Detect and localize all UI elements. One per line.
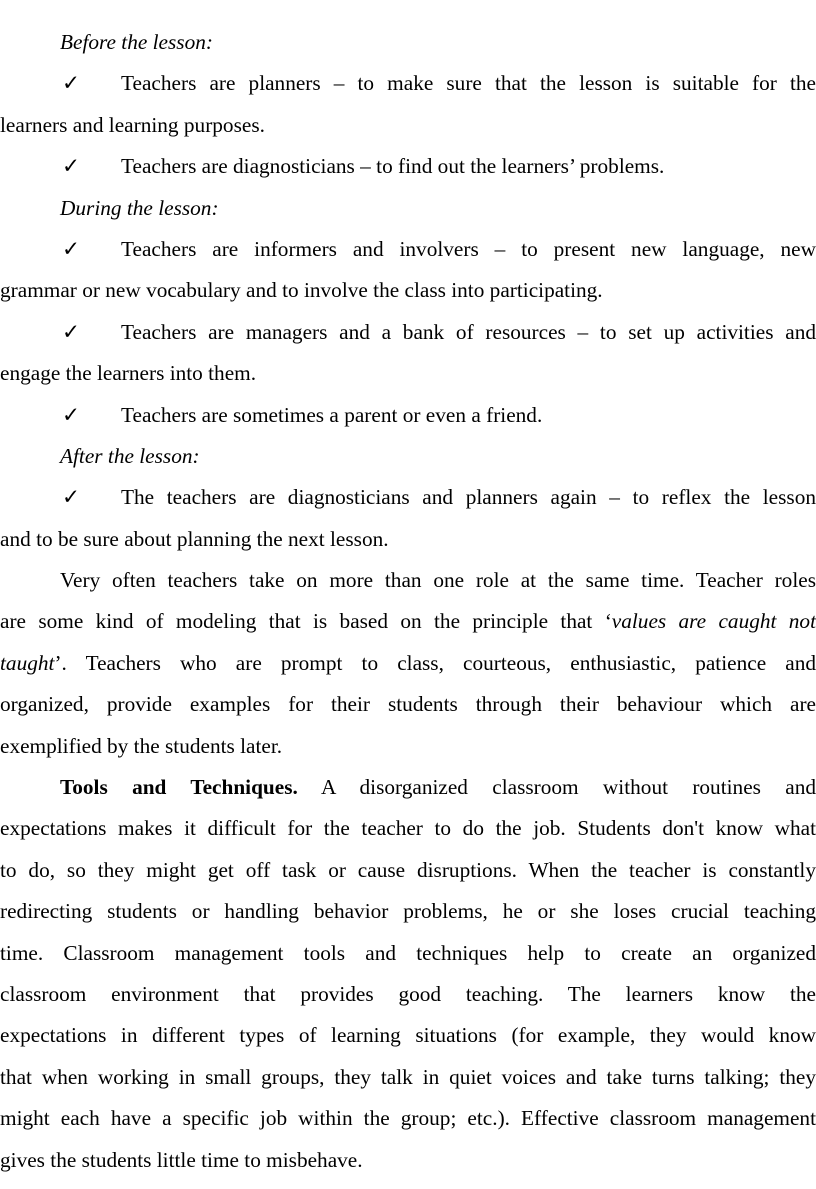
bullet-informers — [0, 229, 816, 270]
before-lesson-heading: Before the lesson: — [60, 30, 213, 54]
bullet-text: The teachers are diagnosticians and planners again – to reflex the lesson — [121, 485, 816, 510]
bullet-diagnosticians-planners — [0, 477, 816, 518]
during-lesson-heading: During the lesson: — [60, 195, 219, 220]
paragraph-tools-line: gives the students little time to misbehave. — [0, 1147, 363, 1172]
checkmark-icon: ✓ — [62, 485, 80, 510]
paragraph-teacher-roles-line: are some kind of modeling that is based on the principle that ‘values are caught not — [0, 609, 816, 634]
checkmark-icon: ✓ — [62, 71, 80, 96]
paragraph-tools-line: Tools and Techniques. A disorganized classroom without routines and — [60, 775, 816, 800]
bullet-text: Teachers are diagnosticians – to find out the learners’ problems. — [121, 154, 665, 179]
bullet-continuation: learners and learning purposes. — [0, 112, 265, 137]
bullet-text: Teachers are planners – to make sure that the lesson is suitable for the — [121, 71, 816, 96]
bullet-text: Teachers are managers and a bank of resources – to set up activities and — [121, 319, 816, 344]
bullet-planners — [0, 63, 816, 104]
bullet-continuation: grammar or new vocabulary and to involve the class into participating. — [0, 278, 603, 303]
bullet-text: Teachers are sometimes a parent or even a friend. — [121, 402, 543, 427]
paragraph-teacher-roles-line: organized, provide examples for their students through their behaviour which are — [0, 692, 816, 717]
paragraph-tools-line: to do, so they might get off task or cause disruptions. When the teacher is constantly — [0, 857, 816, 882]
paragraph-teacher-roles-line: taught’. Teachers who are prompt to class, courteous, enthusiastic, patience and — [0, 650, 816, 675]
tools-techniques-heading: Tools and Techniques. — [60, 775, 298, 800]
after-lesson-heading: After the lesson: — [60, 443, 200, 468]
bullet-text: Teachers are informers and involvers – to present new language, new — [121, 236, 816, 261]
bullet-continuation: engage the learners into them. — [0, 361, 257, 386]
checkmark-icon: ✓ — [62, 236, 80, 261]
paragraph-teacher-roles-line: Very often teachers take on more than one role at the same time. Teacher roles — [60, 568, 816, 593]
bullet-managers — [0, 312, 816, 353]
paragraph-tools-line: time. Classroom management tools and techniques help to create an organized — [0, 940, 816, 965]
paragraph-tools-line: might each have a specific job within the group; etc.). Effective classroom management — [0, 1106, 816, 1131]
checkmark-icon: ✓ — [62, 402, 80, 427]
bullet-parent-friend — [0, 395, 816, 436]
checkmark-icon: ✓ — [62, 319, 80, 344]
paragraph-tools-line: that when working in small groups, they talk in quiet voices and take turns talking; they — [0, 1064, 816, 1089]
paragraph-tools-line: redirecting students or handling behavior problems, he or she loses crucial teaching — [0, 899, 816, 924]
paragraph-tools-line: expectations makes it difficult for the teacher to do the job. Students don't know what — [0, 816, 816, 841]
document-page — [0, 22, 816, 1181]
paragraph-tools-line: expectations in different types of learning situations (for example, they would know — [0, 1023, 816, 1048]
paragraph-teacher-roles-line: exemplified by the students later. — [0, 733, 283, 758]
paragraph-tools-line: classroom environment that provides good teaching. The learners know the — [0, 981, 816, 1006]
checkmark-icon: ✓ — [62, 154, 80, 179]
bullet-continuation: and to be sure about planning the next lesson. — [0, 526, 389, 551]
bullet-diagnosticians — [0, 146, 816, 187]
